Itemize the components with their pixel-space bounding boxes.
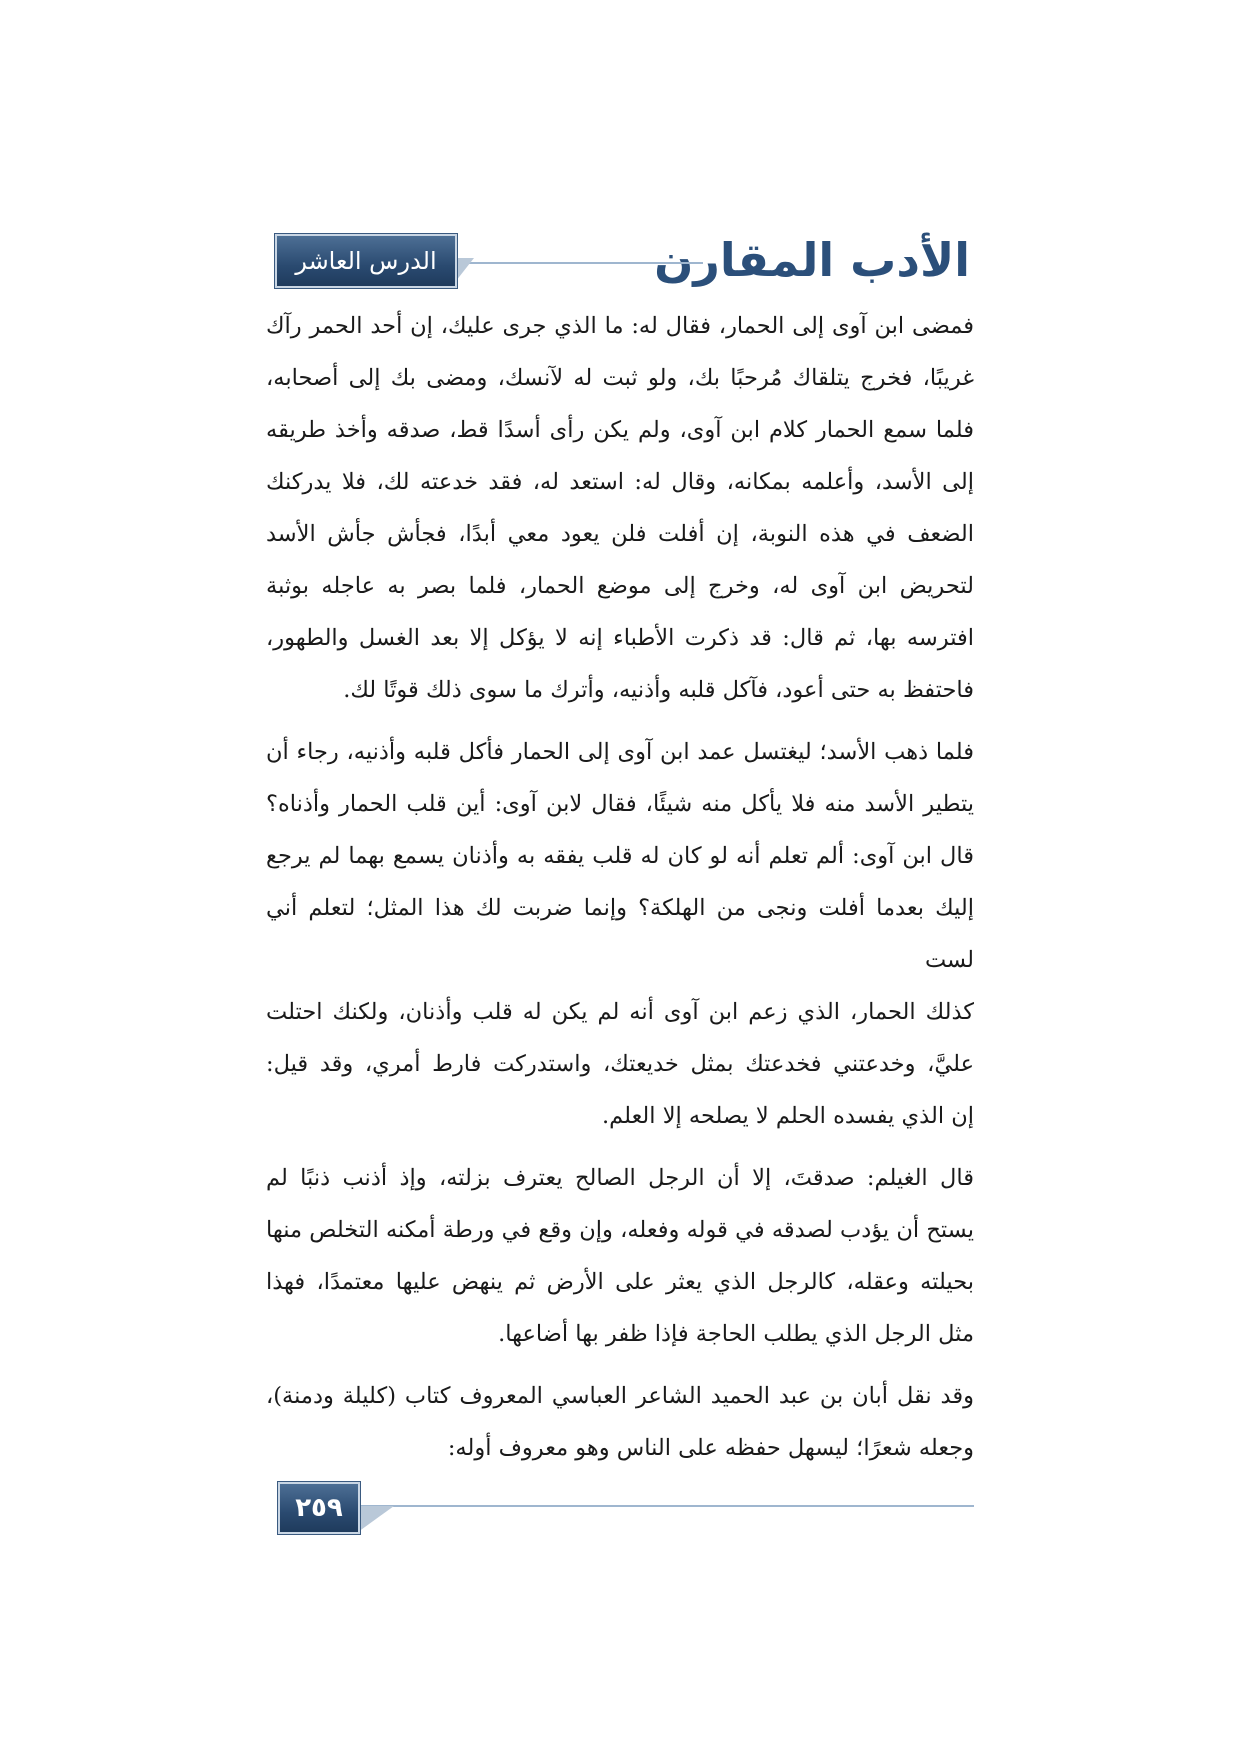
text-line: يتطير الأسد منه فلا يأكل منه شيئًا، فقال لابن آوى: أين قلب الحمار وأذناه؟ (266, 791, 974, 817)
paragraph (266, 300, 974, 716)
text-line: فمضى ابن آوى إلى الحمار، فقال له: ما الذي جرى عليك، إن أحد الحمر رآك (266, 313, 974, 339)
text-line: وقد نقل أبان بن عبد الحميد الشاعر العباسي المعروف كتاب (كليلة ودمنة)، (266, 1383, 974, 1409)
text-line: إلى الأسد، وأعلمه بمكانه، وقال له: استعد له، فقد خدعته لك، فلا يدركنك (266, 469, 974, 495)
book-title: الأدب المقارن (654, 233, 970, 287)
page-body (266, 300, 974, 1484)
text-line: لتحريض ابن آوى له، وخرج إلى موضع الحمار، فلما بصر به عاجله بوثبة (266, 573, 974, 599)
header-rule (448, 262, 703, 264)
text-line: كذلك الحمار، الذي زعم ابن آوى أنه لم يكن له قلب وأذنان، ولكنك احتلت (266, 999, 974, 1025)
text-line: وجعله شعرًا؛ ليسهل حفظه على الناس وهو معروف أوله: (447, 1435, 974, 1461)
text-line: افترسه بها، ثم قال: قد ذكرت الأطباء إنه لا يؤكل إلا بعد الغسل والطهور، (266, 625, 974, 651)
text-line: فلما سمع الحمار كلام ابن آوى، ولم يكن رأى أسدًا قط، صدقه وأخذ طريقه (266, 417, 974, 443)
paragraph (266, 726, 974, 1142)
footer-rule (356, 1505, 974, 1507)
text-line: الضعف في هذه النوبة، إن أفلت فلن يعود معي أبدًا، فجأش جأش الأسد (266, 521, 974, 547)
text-line: مثل الرجل الذي يطلب الحاجة فإذا ظفر بها أضاعها. (498, 1321, 974, 1347)
page-number: ٢٥٩ (278, 1482, 360, 1534)
text-line: قال ابن آوى: ألم تعلم أنه لو كان له قلب يفقه به وأذنان يسمع بهما لم يرجع (266, 843, 974, 869)
page-number-shadow (358, 1506, 394, 1532)
text-line: قال الغيلم: صدقتَ، إلا أن الرجل الصالح يعترف بزلته، وإذ أذنب ذنبًا لم (266, 1165, 974, 1191)
text-line: بحيلته وعقله، كالرجل الذي يعثر على الأرض ثم ينهض عليها معتمدًا، فهذا (266, 1269, 974, 1295)
lesson-badge: الدرس العاشر (275, 234, 457, 288)
text-line: فاحتفظ به حتى أعود، فآكل قلبه وأذنيه، وأترك ما سوى ذلك قوتًا لك. (343, 677, 974, 703)
text-line: فلما ذهب الأسد؛ ليغتسل عمد ابن آوى إلى الحمار فأكل قلبه وأذنيه، رجاء أن (266, 739, 974, 765)
paragraph (266, 1370, 974, 1474)
text-line: إن الذي يفسده الحلم لا يصلحه إلا العلم. (602, 1103, 974, 1129)
text-line: عليَّ، وخدعتني فخدعتك بمثل خديعتك، واستدركت فارط أمري، وقد قيل: (266, 1051, 974, 1077)
text-line: يستح أن يؤدب لصدقه في قوله وفعله، وإن وقع في ورطة أمكنه التخلص منها (266, 1217, 974, 1243)
paragraph (266, 1152, 974, 1360)
text-line: إليك بعدما أفلت ونجى من الهلكة؟ وإنما ضربت لك هذا المثل؛ لتعلم أني لست (266, 895, 974, 973)
text-line: غريبًا، فخرج يتلقاك مُرحبًا بك، ولو ثبت له لآنسك، ومضى بك إلى أصحابه، (266, 365, 974, 391)
